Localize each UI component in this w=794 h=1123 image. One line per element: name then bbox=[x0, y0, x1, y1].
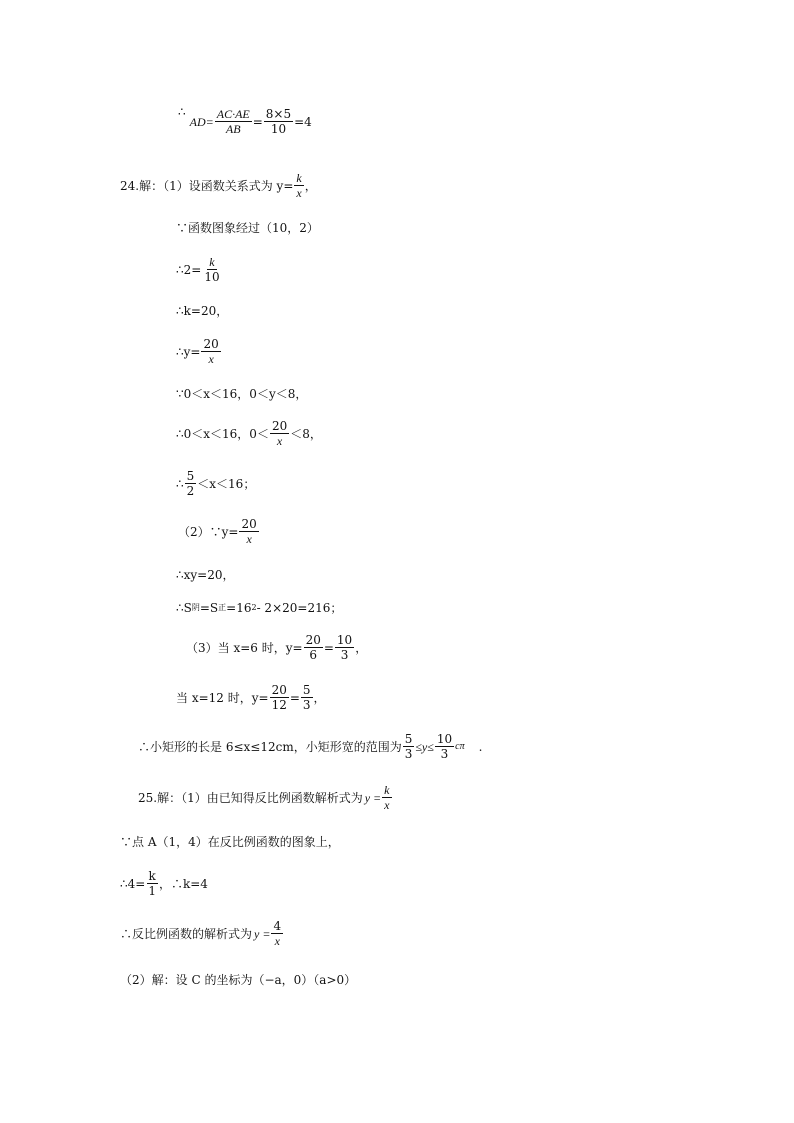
fraction: $\frac{20}{6}$ bbox=[305, 633, 321, 662]
q24-line-3: ∴k=20， bbox=[176, 304, 229, 318]
q25-line-1: ∵点 A（1，4）在反比例函数的图象上， bbox=[120, 835, 340, 849]
q24-line-4: ∴y= $\frac{20}{x}$ bbox=[176, 337, 219, 366]
q25-line-2: ∴4= $\frac{k}{1}$ ，∴k=4 bbox=[120, 869, 208, 898]
ad-lhs: AD= bbox=[189, 114, 214, 129]
q24-line-2: ∴2= $\frac{k}{10}$ bbox=[176, 255, 220, 284]
q25-heading: 25.解：（1）由已知得反比例函数解析式为 y = $\frac{k}{x}$ bbox=[138, 783, 390, 812]
q24-line-10: ∴S 阴 =S 正 =16 2 - 2×20=216； bbox=[176, 601, 343, 615]
therefore-symbol: ∴ bbox=[178, 104, 186, 119]
q24-line-9: ∴xy=20， bbox=[176, 568, 235, 582]
fraction: $\frac{AC\cdot AE}{AB}$ bbox=[216, 107, 250, 136]
fraction: $\frac{k}{x}$ bbox=[384, 783, 390, 812]
ad-equation: ∴ AD= $\frac{AC\cdot AE}{AB}$ = $\frac{8\times 5}{10}$ =4 bbox=[178, 104, 312, 136]
fraction: $\frac{5}{3}$ bbox=[302, 683, 311, 712]
q24-line-6: ∴0＜x＜16，0＜ $\frac{20}{x}$ ＜8， bbox=[176, 419, 322, 448]
q24-line-1: ∵函数图象经过（10，2） bbox=[176, 221, 319, 235]
q25-line-4: （2）解：设 C 的坐标为（−a，0）（a>0） bbox=[120, 973, 357, 987]
fraction: $\frac{20}{12}$ bbox=[271, 683, 287, 712]
fraction: $\frac{10}{3}$ bbox=[436, 732, 453, 761]
fraction: $\frac{20}{x}$ bbox=[271, 419, 288, 448]
q24-heading: 24.解：（1）设函数关系式为 y= $\frac{k}{x}$ ， bbox=[120, 171, 317, 200]
fraction: $\frac{5}{2}$ bbox=[186, 469, 195, 498]
q24-line-12: 当 x=12 时，y= $\frac{20}{12}$ = $\frac{5}{3}$ ， bbox=[176, 683, 326, 712]
fraction: $\frac{4}{x}$ bbox=[273, 919, 282, 948]
q24-line-5: ∵0＜x＜16，0＜y＜8， bbox=[176, 387, 308, 401]
fraction: $\frac{10}{3}$ bbox=[336, 633, 353, 662]
q24-line-7: ∴ $\frac{5}{2}$ ＜x＜16； bbox=[176, 469, 256, 498]
fraction: $\frac{5}{3}$ bbox=[404, 732, 413, 761]
fraction: $\frac{8\times 5}{10}$ bbox=[265, 107, 292, 136]
fraction: $\frac{k}{x}$ bbox=[296, 171, 302, 200]
q24-line-13: ∴小矩形的长是 6≤x≤12cm，小矩形宽的范围为 $\frac{5}{3}$ ≤y≤ $\frac{10}{3}$ cπ . bbox=[138, 732, 483, 761]
q25-line-3: ∴反比例函数的解析式为 y = $\frac{4}{x}$ bbox=[120, 919, 282, 948]
q24-line-11: （3）当 x=6 时，y= $\frac{20}{6}$ = $\frac{10}{3}$ ， bbox=[186, 633, 368, 662]
q24-line-8: （2）∵y= $\frac{20}{x}$ bbox=[178, 517, 257, 546]
fraction: $\frac{k}{10}$ bbox=[204, 255, 220, 284]
fraction: $\frac{20}{x}$ bbox=[241, 517, 257, 546]
fraction: $\frac{20}{x}$ bbox=[203, 337, 219, 366]
fraction: $\frac{k}{1}$ bbox=[148, 869, 156, 898]
